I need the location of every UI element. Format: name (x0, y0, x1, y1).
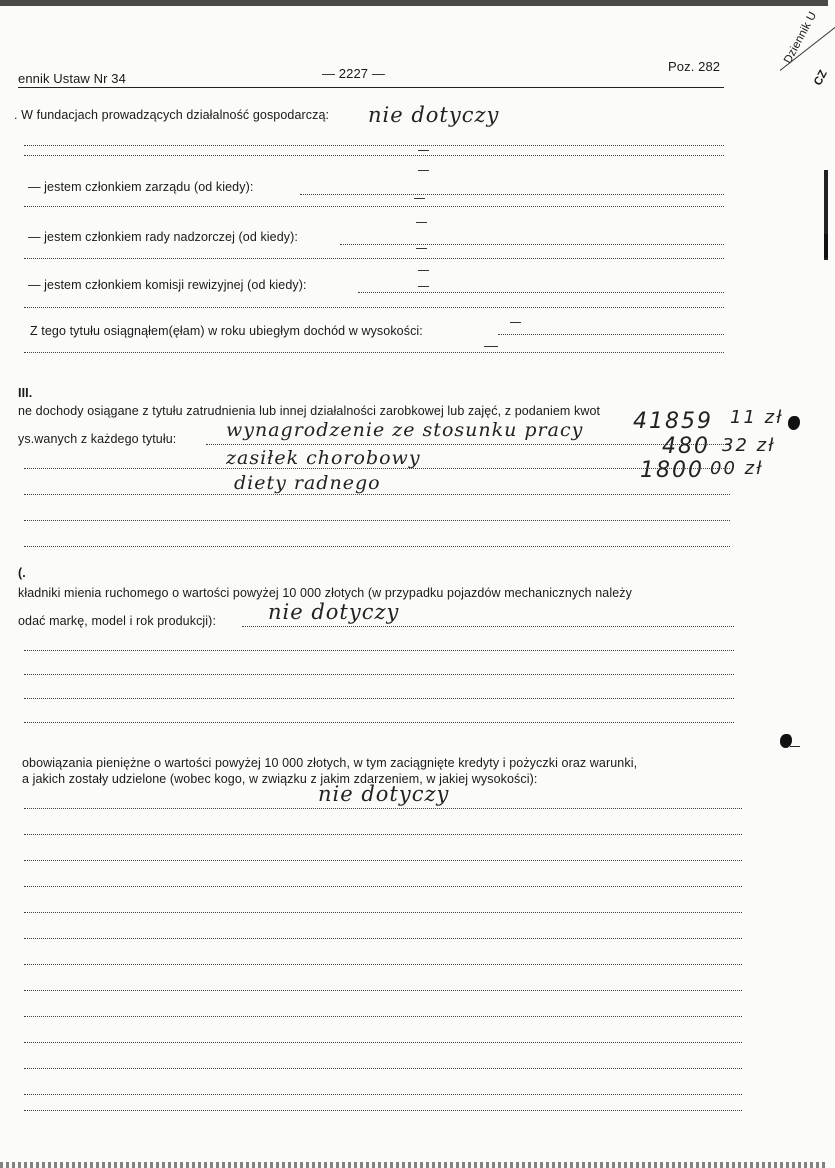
dotted-line (24, 1094, 742, 1095)
income-title: diety radnego (234, 472, 381, 494)
dotted-line (24, 886, 742, 887)
scan-top-edge (0, 0, 828, 6)
income-label: Z tego tytułu osiągnąłem(ęłam) w roku ubiegłym dochód w wysokości: (30, 324, 423, 338)
dotted-line (24, 990, 742, 991)
income-amount: 41859 (633, 409, 713, 434)
handwritten-dash (418, 170, 429, 171)
dotted-line (24, 1068, 742, 1069)
ink-blot (788, 416, 800, 430)
income-title: zasiłek chorobowy (226, 447, 421, 469)
handwritten-answer: nie dotyczy (318, 782, 450, 806)
dotted-line (24, 912, 742, 913)
handwritten-dash (414, 198, 425, 199)
position-number: Poz. 282 (668, 59, 721, 74)
margin-stamp: Dziennik U (782, 10, 820, 66)
handwritten-dash (418, 150, 429, 151)
dotted-line (24, 258, 724, 259)
section-viii-line1: ne dochody osiągane z tytułu zatrudnienia lub innej działalności zarobkowej lub zajęć, z podaniem kwot (18, 404, 601, 418)
section-numeral-ix: (. (18, 566, 26, 580)
dotted-line (24, 650, 734, 651)
section-x-line1: obowiązania pieniężne o wartości powyżej 10 000 złotych, w tym zaciągnięte kredyty i pożyczki oraz warunki, (22, 756, 638, 770)
handwritten-answer: nie dotyczy (368, 103, 500, 127)
audit-member-label: — jestem członkiem komisji rewizyjnej (od kiedy): (28, 278, 307, 292)
dotted-line (24, 352, 724, 353)
dotted-line (24, 145, 724, 146)
handwritten-dash (484, 346, 498, 347)
dotted-line (242, 626, 734, 627)
board-member-label: — jestem członkiem zarządu (od kiedy): (28, 180, 254, 194)
dotted-line (24, 468, 730, 469)
section-ix-line2: odać markę, model i rok produkcji): (18, 614, 217, 628)
section-ix-line1: kładniki mienia ruchomego o wartości powyżej 10 000 złotych (w przypadku pojazdów mechanicznych należy (18, 586, 632, 600)
dotted-line (498, 334, 724, 335)
dotted-line (358, 292, 724, 293)
income-amount: 1800 (640, 458, 704, 483)
section-numeral-viii: III. (18, 386, 33, 400)
dotted-line (24, 1110, 742, 1111)
section-viii-line2: ys.wanych z każdego tytułu: (18, 432, 177, 446)
dotted-line (24, 964, 742, 965)
dotted-line (24, 155, 724, 156)
ink-stroke (790, 746, 800, 747)
dotted-line (24, 206, 724, 207)
dotted-line (24, 1042, 742, 1043)
supervisory-member-label: — jestem członkiem rady nadzorczej (od kiedy): (28, 230, 298, 244)
income-grosze: 11 zł (730, 407, 784, 428)
dotted-line (24, 546, 730, 547)
income-grosze: 00 zł (710, 458, 764, 479)
dotted-line (24, 938, 742, 939)
dotted-line (24, 494, 730, 495)
dotted-line (24, 698, 734, 699)
handwritten-dash (418, 270, 429, 271)
scan-right-mark (824, 234, 828, 258)
handwritten-dash (416, 248, 427, 249)
dotted-line (300, 194, 724, 195)
margin-stamp-2: CZ (812, 68, 830, 88)
section-x-line2: a jakich zostały udzielone (wobec kogo, w związku z jakim zdarzeniem, w jakiej wysokości): (22, 772, 538, 786)
handwritten-dash (418, 286, 429, 287)
header-rule (18, 87, 724, 88)
dotted-line (24, 1016, 742, 1017)
handwritten-answer: nie dotyczy (268, 600, 400, 624)
income-amount: 480 (662, 434, 710, 459)
dotted-line (340, 244, 724, 245)
page-number: — 2227 — (322, 66, 385, 81)
foundations-intro: . W fundacjach prowadzących działalność gospodarczą: (14, 108, 330, 122)
journal-title: ennik Ustaw Nr 34 (18, 71, 126, 86)
dotted-line (24, 808, 742, 809)
dotted-line (24, 860, 742, 861)
income-title: wynagrodzenie ze stosunku pracy (226, 419, 584, 441)
dotted-line (24, 722, 734, 723)
dotted-line (24, 520, 730, 521)
dotted-line (24, 307, 724, 308)
dotted-line (206, 444, 730, 445)
handwritten-dash (416, 222, 427, 223)
handwritten-dash (510, 322, 521, 323)
scan-bottom-edge (0, 1162, 828, 1168)
dotted-line (24, 834, 742, 835)
dotted-line (24, 674, 734, 675)
income-grosze: 32 zł (722, 435, 776, 456)
